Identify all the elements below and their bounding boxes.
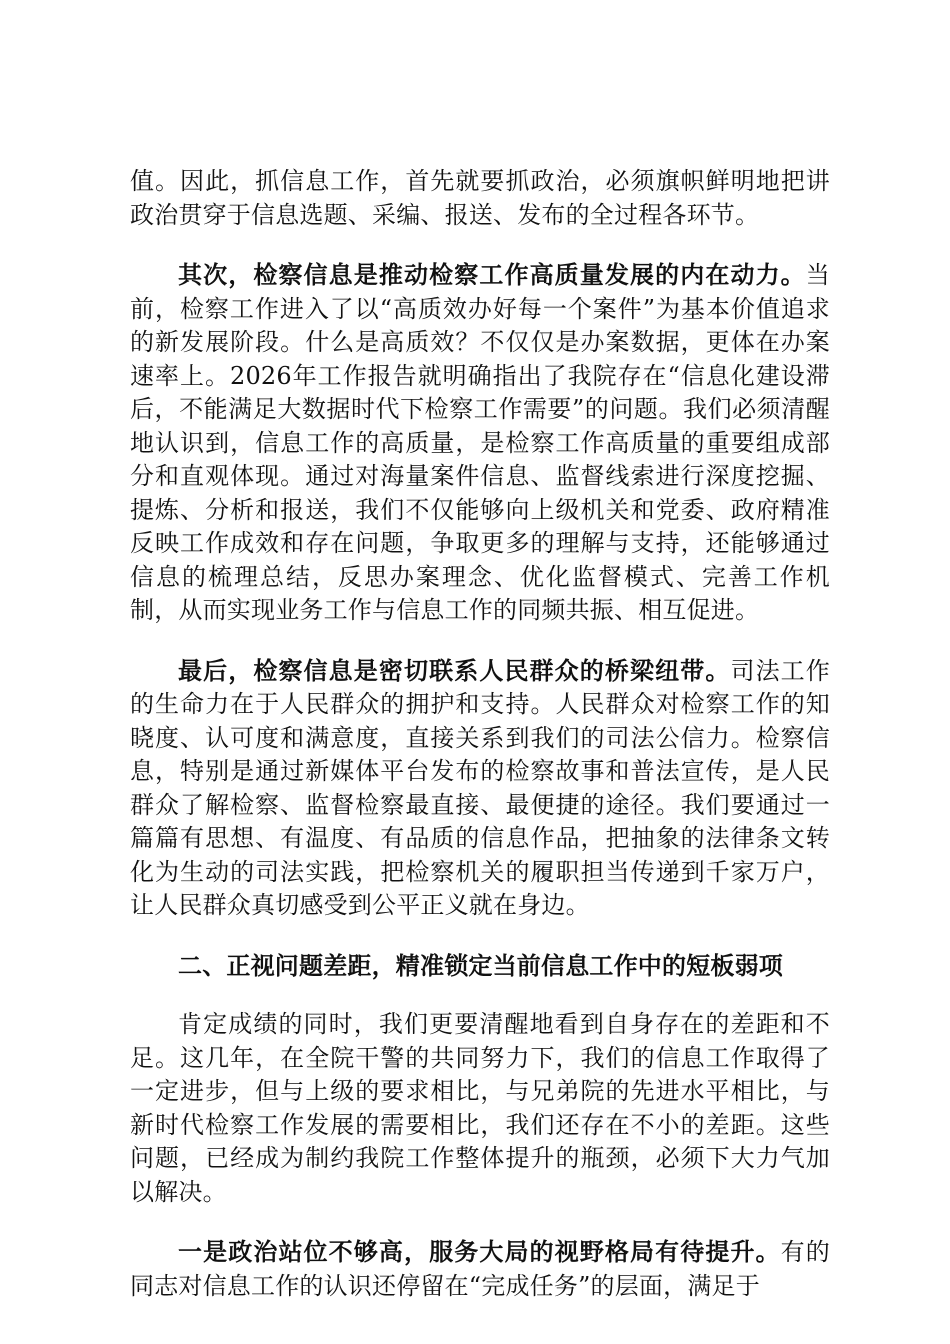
paragraph-lead-bold: 最后，检察信息是密切联系人民群众的桥梁纽带。 xyxy=(178,655,731,685)
paragraph-text: 有的同志对信息工作的认识还停留在“完成任务”的层面，满足于 xyxy=(130,1238,830,1300)
paragraph-acknowledge xyxy=(130,1008,830,1209)
paragraph-text: 司法工作的生命力在于人民群众的拥护和支持。人民群众对检察工作的知晓度、认可度和满意度，直接关系到我们的司法公信力。检察信息，特别是通过新媒体平台发布的检察故事和普法宣传，是人民群众了解检察、监督检察最直接、最便捷的途径。我们要通过一篇篇有思想、有温度、有品质的信息作品，把抽象的法律条文转化为生动的司法实践，把检察机关的履职担当传递到千家万户，让人民群众真切感受到公平正义就在身边。 xyxy=(130,656,830,919)
paragraph-continuation xyxy=(130,165,830,232)
paragraph-text: 当前，检察工作进入了以“高质效办好每一个案件”为基本价值追求的新发展阶段。什么是高质效？不仅仅是办案数据，更体在办案速率上。2026年工作报告就明确指出了我院存在“信息化建设滞后，不能满足大数据时代下检察工作需要”的问题。我们必须清醒地认识到，信息工作的高质量，是检察工作高质量的重要组成部分和直观体现。通过对海量案件信息、监督线索进行深度挖掘、提炼、分析和报送，我们不仅能够向上级机关和党委、政府精准反映工作成效和存在问题，争取更多的理解与支持，还能够通过信息的梳理总结，反思办案理念、优化监督模式、完善工作机制，从而实现业务工作与信息工作的同频共振、相互促进。 xyxy=(130,261,830,624)
paragraph-lead-bold: 其次，检察信息是推动检察工作高质量发展的内在动力。 xyxy=(178,260,806,289)
paragraph-text: 值。因此，抓信息工作，首先就要抓政治，必须旗帜鲜明地把讲政治贯穿于信息选题、采编、报送、发布的全过程各环节。 xyxy=(130,167,830,229)
paragraph-text: 肯定成绩的同时，我们更要清醒地看到自身存在的差距和不足。这几年，在全院干警的共同努力下，我们的信息工作取得了一定进步，但与上级的要求相比，与兄弟院的先进水平相比，与新时代检察工作发展的需要相比，我们还存在不小的差距。这些问题，已经成为制约我院工作整体提升的瓶颈，必须下大力气加以解决。 xyxy=(130,1010,830,1206)
paragraph-secondly xyxy=(130,258,830,628)
paragraph-lead-bold: 一是政治站位不够高，服务大局的视野格局有待提升。 xyxy=(178,1237,781,1266)
document-body xyxy=(130,165,830,1303)
paragraph-first-problem xyxy=(130,1235,830,1303)
paragraph-finally xyxy=(130,654,830,923)
section-heading: 二、正视问题差距，精准锁定当前信息工作中的短板弱项 xyxy=(178,950,783,980)
